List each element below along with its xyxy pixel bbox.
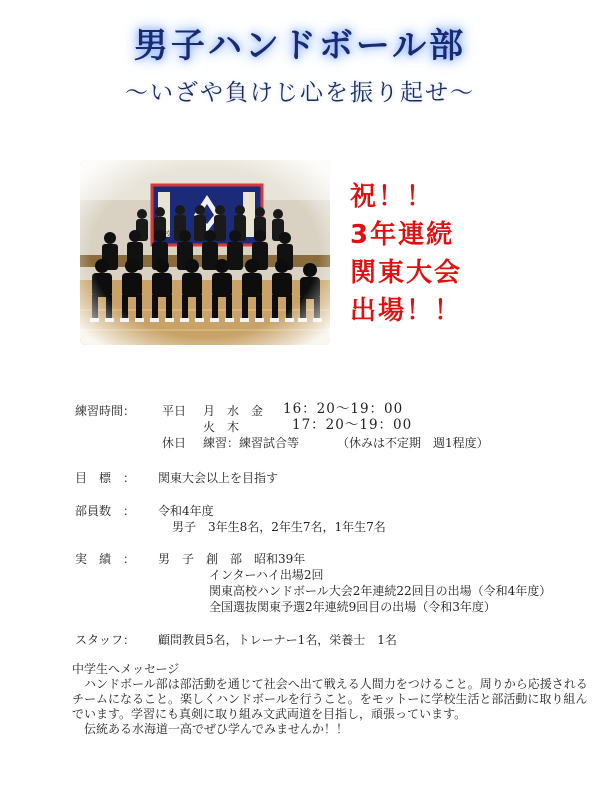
cheer-line: 3年連続: [350, 220, 455, 250]
weekday-days-1: 月 水 金: [203, 404, 264, 418]
results-line: インターハイ出場2回: [209, 568, 324, 582]
members-label: 部員数 ：: [75, 504, 136, 518]
page-title: 男子ハンドボール部: [133, 26, 467, 66]
team-photo: [80, 160, 330, 345]
cheer-line: 出場！！: [350, 296, 463, 326]
staff-label: スタッフ：: [75, 633, 136, 647]
cheer-line: 関東大会: [350, 258, 463, 288]
weekday-time-1: 16：20〜19：00: [283, 401, 404, 417]
message-section: [72, 662, 592, 737]
holiday-label: 休日: [162, 436, 187, 450]
goal-label: 目 標 ：: [75, 471, 136, 485]
congratulations-text: [350, 178, 462, 330]
message-heading: 中学生へメッセージ: [72, 662, 180, 676]
message-closing: 伝統ある水海道一高でぜひ学んでみませんか！！: [72, 722, 349, 736]
staff-value: 顧問教員5名，トレーナー1名，栄養士 1名: [158, 633, 397, 647]
practice-label: 練習時間：: [75, 404, 136, 418]
weekday-time-2: 17：20〜19：00: [292, 417, 413, 433]
page-subtitle: 〜いざや負けじ心を振り起せ〜: [125, 80, 475, 106]
weekday-label: 平日: [162, 404, 187, 418]
message-body: ハンドボール部は部活動を通じて社会へ出て戦える人間力をつけること。周りから応援されるチームになること。楽しくハンドボールを行うこと。をモットーに学校生活と部活動に取り組んでいます。学習にも真剣に取り組み文武両道を目指し，頑張っています。: [72, 677, 588, 721]
members-detail: 男子 3年生8名，2年生7名，1年生7名: [172, 520, 386, 534]
holiday-note: （休みは不定期 週1程度）: [337, 436, 489, 450]
results-line: 全国選抜関東予選2年連続9回目の出場（令和3年度）: [209, 600, 496, 614]
team-photo-illustration: [80, 160, 330, 345]
results-label: 実 績 ：: [75, 552, 136, 566]
results-founded: 男 子 創 部 昭和39年: [158, 552, 306, 566]
cheer-line: 祝！！: [350, 182, 435, 212]
results-line: 関東高校ハンドボール大会2年連続22回目の出場（令和4年度）: [209, 584, 552, 598]
members-year: 令和4年度: [158, 504, 214, 518]
holiday-text: 練習：練習試合等: [203, 436, 300, 450]
goal-value: 関東大会以上を目指す: [158, 471, 279, 485]
weekday-days-2: 火 木: [203, 420, 240, 434]
